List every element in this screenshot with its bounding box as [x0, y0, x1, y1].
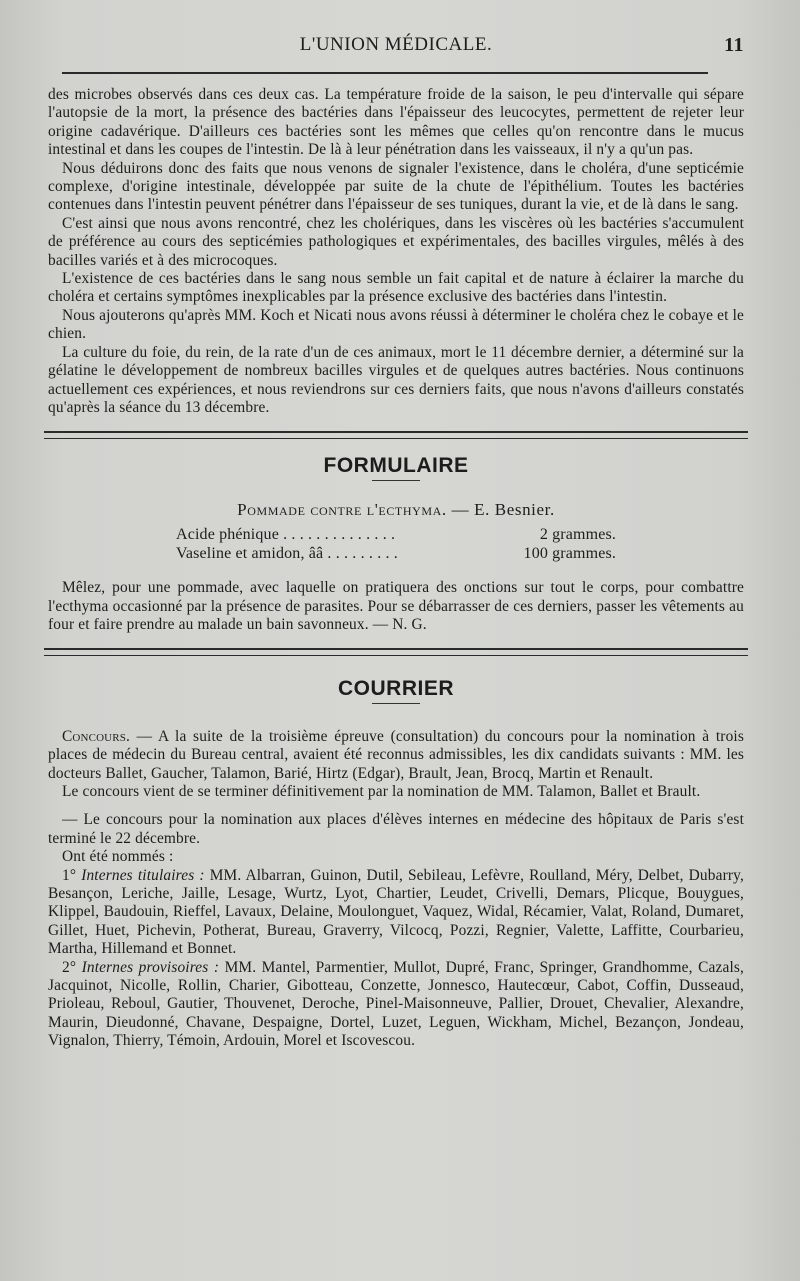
ingredient-name: Acide phénique — [176, 526, 279, 544]
journal-title: L'UNION MÉDICALE. — [299, 34, 493, 55]
ingredient-row — [176, 544, 616, 563]
article-paragraph: Nous ajouterons qu'après MM. Koch et Nicati nous avons réussi à déterminer le choléra chez le cobaye et le chien. — [48, 306, 744, 343]
article-paragraph: des microbes observés dans ces deux cas. La température froide de la saison, le peu d'intervalle qui sépare l'autopsie de la mort, la présence des bactéries dans l'épaisseur des leucocytes, permettent de rejeter leur origine cadavérique. D'ailleurs ces bactéries sont les mêmes que celles qu'on rencontre dans le mucus intestinal et dans les coupes de l'intestin. De là à leur pénétration dans les vaisseaux, il n'y a qu'un pas. — [48, 86, 744, 159]
running-head — [48, 30, 744, 60]
provisoires-number: 2° — [62, 958, 77, 976]
titulaires-number: 1° — [62, 866, 77, 884]
recipe-name: Pommade contre l'ecthyma. — [237, 499, 447, 519]
courrier-paragraph — [48, 728, 744, 783]
formulaire-heading: FORMULAIRE — [323, 454, 469, 478]
courrier-paragraph: Ont été nommés : — [62, 848, 174, 866]
page-body — [48, 86, 744, 1051]
courrier-paragraph: — Le concours pour la nomination aux places d'élèves internes en médecine des hôpitaux de Paris s'est terminé le 22 décembre. — [48, 811, 744, 847]
recipe-instructions: Mêlez, pour une pommade, avec laquelle on pratiquera des onctions sur tout le corps, pour combattre l'ecthyma occasionné par la présence de parasites. Pour se débarrasser de ces derniers, passer les vêtements au four et faire prendre au malade un bain savonneux. — N. G. — [48, 579, 744, 633]
leader-dots: . . . . . . . . . . . . . . — [278, 526, 396, 544]
titulaires-list: MM. Albarran, Guinon, Dutil, Sebileau, Lefèvre, Roulland, Méry, Delbet, Dubarry, Besançon, Leriche, Jaille, Lesage, Wurtz, Lyot, Chartier, Leudet, Crivelli, Demars, Plicque, Bouygues, Klippel, Baudouin, Rieffel, Lavaux, Delaine, Moulonguet, Vaquez, Widal, Récamier, Valat, Roland, Dumaret, Gillet, Huet, Pichevin, Potherat, Bureau, Graverry, Vilcocq, Pozzi, Regnier, Valette, Laffitte, Courbarieu, Martha, Hillemand et Bonnet. — [48, 866, 744, 958]
ingredient-name: Vaseline et amidon, ââ — [176, 545, 324, 563]
section-divider — [44, 431, 748, 439]
header-rule — [62, 72, 708, 74]
provisoires-paragraph — [48, 959, 744, 1051]
titulaires-label: Internes titulaires : — [81, 866, 205, 884]
article-paragraph: Nous déduirons donc des faits que nous venons de signaler l'existence, dans le choléra, d'une septicémie complexe, d'origine intestinale, développée par suite de la chute de l'épithélium. Toutes les bactéries contenues dans l'intestin peuvent pénétrer dans l'épaisseur de ses tuniques, durant la vie, et de là dans le sang. — [48, 159, 744, 214]
courrier-heading: COURRIER — [337, 677, 454, 701]
concours-label: Concours. — [62, 727, 131, 745]
recipe-author: — E. Besnier. — [451, 499, 555, 519]
ingredient-quantity: 2 grammes. — [539, 526, 616, 544]
article-paragraph: La culture du foie, du rein, de la rate d'un de ces animaux, mort le 11 décembre dernier, a déterminé sur la gélatine le développement de nombreux bacilles virgules et de quelques autres bactéries. Nous continuons actuellement ces expériences, et nous reviendrons sur ces derniers faits, que nous n'avons d'ailleurs constatés qu'après la séance du 13 décembre. — [48, 343, 744, 416]
concours-text: — A la suite de la troisième épreuve (consultation) du concours pour la nomination à trois places de médecin du Bureau central, avaient été reconnus admissibles, les dix candidats suivants : MM. les docteurs Ballet, Gaucher, Talamon, Barié, Hirtz (Edgar), Brault, Jean, Brocq, Martin et Renault. — [48, 727, 744, 782]
recipe-title — [48, 501, 744, 519]
provisoires-list: MM. Mantel, Parmentier, Mullot, Dupré, Franc, Springer, Grandhomme, Cazals, Jacquinot, Nicolle, Rollin, Charier, Gibotteau, Conzette, Jonnesco, Hautecœur, Cabot, Coffin, Dusseaud, Prioleau, Reboul, Gautier, Thouvenet, Deroche, Pinel-Maisonneuve, Pallier, Drouet, Chevalier, Alexandre, Maurin, Dieudonné, Chavane, Despaigne, Dortel, Luzet, Leguen, Wickham, Michel, Bezançon, Jondeau, Vignalon, Thierry, Témoin, Ardouin, Morel et Iscovescou. — [48, 958, 745, 1050]
section-divider — [44, 648, 748, 656]
leader-dots: . . . . . . . . . — [327, 545, 398, 563]
article-paragraph: L'existence de ces bactéries dans le sang nous semble un fait capital et de nature à éclairer la marche du choléra et certains symptômes inexplicables par la présence exclusive des bactéries dans l'intestin. — [48, 270, 744, 306]
article-paragraph: C'est ainsi que nous avons rencontré, chez les cholériques, dans les viscères où les bactéries s'accumulent de préférence au cours des septicémies pathologiques et expérimentales, des bacilles virgules, mêlés à des bacilles variés et à des microcoques. — [48, 214, 744, 269]
page-number: 11 — [724, 34, 744, 56]
recipe-ingredients — [176, 525, 616, 563]
ingredient-row — [176, 525, 616, 544]
ingredient-quantity: 100 grammes. — [523, 545, 616, 563]
courrier-paragraph: Le concours vient de se terminer définitivement par la nomination de MM. Talamon, Ballet et Brault. — [62, 782, 701, 800]
provisoires-label: Internes provisoires : — [81, 958, 220, 976]
titulaires-paragraph — [48, 867, 744, 959]
